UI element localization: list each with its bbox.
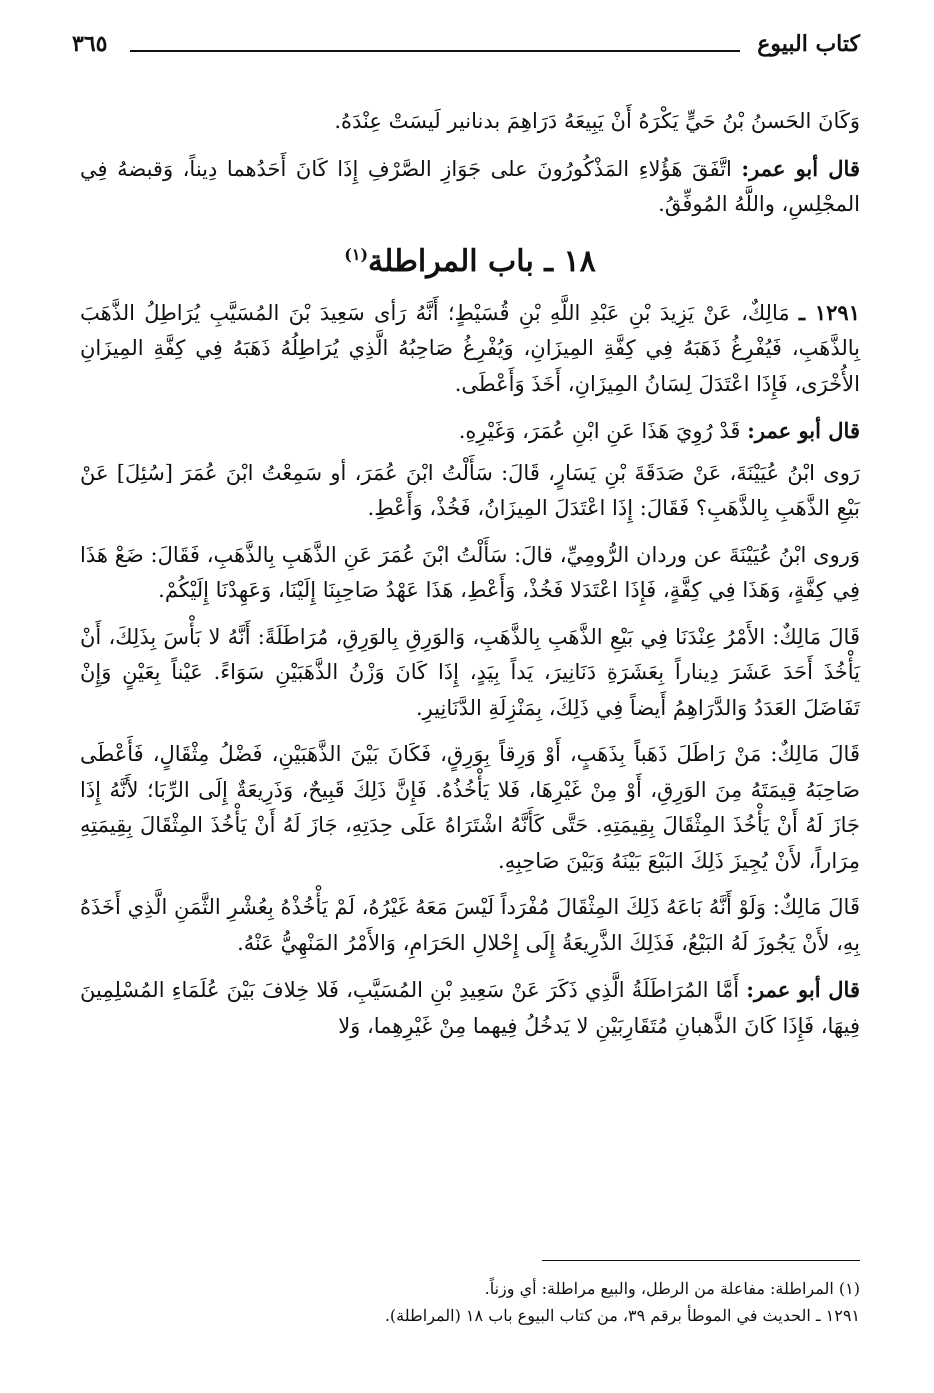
speaker-label: قال أبو عمر: [746,977,860,1002]
footnote: (١) المراطلة: مفاعلة من الرطل، والبيع مراطلة: أي وزناً. [484,1279,860,1298]
chapter-title: ١٨ ـ باب المراطلة [368,243,596,279]
paragraph [80,972,860,1044]
paragraph [80,737,860,879]
running-header [72,30,860,60]
page-body [80,104,860,1055]
footnote: ١٢٩١ ـ الحديث في الموطأ برقم ٣٩، من كتاب البيوع باب ١٨ (المراطلة). [384,1306,860,1325]
page-number: ٣٦٥ [72,31,108,57]
speaker-label: قال أبو عمر: [747,418,860,443]
footnote-ref: (١) [344,244,369,264]
paragraph-text: وَكَانَ الحَسنُ بْنُ حَيٍّ يَكْرَهُ أَنْ يَبِيعَهُ دَرَاهِمَ بدنانير لَيسَتْ عِنْدَهُ. [334,109,860,133]
book-title: كتاب البيوع [757,31,860,57]
paragraph-text: قَدْ رُوِيَ هَذَا عَنِ ابْنِ عُمَرَ، وَغَيْرِهِ. [458,419,748,443]
paragraph-text: مَالِكٌ، عَنْ يَزِيدَ بْنِ عَبْدِ اللَّهِ بْنِ قُسَيْطٍ؛ أَنَّهُ رَأى سَعِيدَ بْنَ المُسَيَّبِ يُرَاطِلُ الذَّهَبَ بِالذَّهَبِ، فَيُفْرِغُ ذَهَبَهُ فِي كِفَّةِ المِيزَانِ، وَيُفْرِغُ صَاحِبُهُ الَّذِي يُرَاطِلُهُ ذَهَبَهُ فِي كِفَّةِ المِيزَانِ الأُخْرَى، فَإِذَا اعْتَدَلَ لِسَانُ المِيزَانِ، أَخَذَ وَأَعْطَى. [80,300,860,396]
paragraph-text: أَمَّا المُرَاطَلَةُ الَّذِي ذَكَرَ عَنْ سَعِيدِ بْنِ المُسَيَّبِ، فَلا خِلافَ بَيْنَ عُلَمَاءِ المُسْلِمِينَ فِيهَا، فَإِذَا كَانَ الذَّهبانِ مُتَقَارِبَيْنِ لا يَدخُلُ فِيهما مِنْ غَيْرِهِما، وَلا [80,978,860,1038]
hadith-paragraph [80,295,860,403]
speaker-label: قال أبو عمر: [741,155,860,181]
footnote-rule [542,1260,860,1261]
paragraph [80,890,860,961]
paragraph-text: قَالَ مَالِكٌ: وَلَوْ أَنَّهُ بَاعَهُ ذَلِكَ المِثْقَالَ مُفْرَداً لَيْسَ مَعَهُ غَيْرُهُ، لَمْ يَأْخُذْهُ بِعُشْرِ الثَّمَنِ الَّذِي أَخَذَهُ بِهِ، لأَنْ يَجُوزَ لَهُ البَيْعُ، فَذَلِكَ الذَّرِيعَةُ إِلَى إِحْلالِ الحَرَامِ، وَالأَمْرُ المَنْهِيُّ عَنْهُ. [80,895,860,955]
paragraph [80,413,860,450]
hadith-number: ١٢٩١ ـ [798,299,860,325]
chapter-heading [80,234,860,283]
paragraph [80,538,860,609]
paragraph-text: قَالَ مَالِكٌ: الأَمْرُ عِنْدَنَا فِي بَيْعِ الذَّهَبِ بِالذَّهَبِ، وَالوَرِقِ بِالوَرِقِ، مُرَاطَلَةً: أَنَّهُ لا بَأْسَ بِذَلِكَ، أَنْ يَأْخُذَ أَحَدَ عَشَرَ دِيناراً بِعَشَرَةِ دَنَانِيرَ، يَداً بِيَدٍ، إِذَا كَانَ وَزْنُ الذَّهَبَيْنِ سَوَاءً. عَيْناً بِعَيْنٍ وَإِنْ تَفَاضَلَ العَدَدُ وَالدَّرَاهِمُ أَيضاً فِي ذَلِكَ، بِمَنْزِلَةِ الدَّنَانِيرِ. [80,624,860,720]
paragraph [80,104,860,140]
paragraph-text: قَالَ مَالِكٌ: مَنْ رَاطَلَ ذَهَباً بِذَهَبٍ، أَوْ وَرِقاً بِوَرِقٍ، فَكَانَ بَيْنَ الذَّهَبَيْنِ، فَضْلُ مِثْقَالٍ، فَأَعْطَى صَاحِبَهُ قِيمَتَهُ مِنَ الوَرِقِ، أَوْ مِنْ غَيْرِهَا، فَلا يَأْخُذُهُ. فَإِنَّ ذَلِكَ قَبِيحٌ، وَذَرِيعَةٌ إِلَى الرِّبَا؛ لأَنَّهُ إِذَا جَازَ لَهُ أَنْ يَأْخُذَ المِثْقَالَ بِقِيمَتِهِ. حَتَّى كَأَنَّهُ اشْتَرَاهُ عَلَى حِدَتِهِ، جَازَ لَهُ أَنْ يَأْخُذَ المِثْقَالَ بِقِيمَتِهِ مِرَاراً، لأَنْ يُجِيزَ ذَلِكَ البَيْعَ بَيْنَهُ وَبَيْنَ صَاحِبِهِ. [80,742,860,873]
paragraph [80,620,860,727]
paragraph [80,456,860,527]
header-rule [130,50,740,52]
paragraph-text: رَوى ابْنُ عُيَيْنَةَ، عَنْ صَدَقَةَ بْنِ يَسَارٍ، قَالَ: سَأَلْتُ ابْنَ عُمَرَ، أو سَمِعْتُ ابْنَ عُمَرَ [سُئِلَ] عَنْ بَيْعِ الذَّهَبِ بِالذَّهَبِ؟ فَقَالَ: إِذَا اعْتَدَلَ المِيزَانُ، فَخُذْ، وَأَعْطِ. [80,460,860,520]
paragraph-text: اتَّفَقَ هَؤُلاءِ المَذْكُورُونَ على جَوَازِ الصَّرْفِ إِذَا كَانَ أَحَدُهما دِيناً، وَقبضهُ فِي المجْلِسِ، واللَّهُ المُوفِّقُ. [80,156,860,216]
paragraph [80,151,860,223]
footnotes [80,1260,860,1329]
paragraph-text: وَروى ابْنُ عُيَيْنَةَ عن وردان الرُّومِيِّ، قالَ: سَأَلْتُ ابْنَ عُمَرَ عَنِ الذَّهَبِ بِالذَّهَبِ، فَقَالَ: ضَعْ هَذَا فِي كِفَّةٍ، وَهَذَا فِي كِفَّةٍ، فَإِذَا اعْتَدَلا فَخُذْ، وَأَعْطِ، هَذَا عَهْدُ صَاحِبِنَا إِلَيْنَا، وَعَهِدْنَا إِلَيْكُمْ. [80,542,860,602]
